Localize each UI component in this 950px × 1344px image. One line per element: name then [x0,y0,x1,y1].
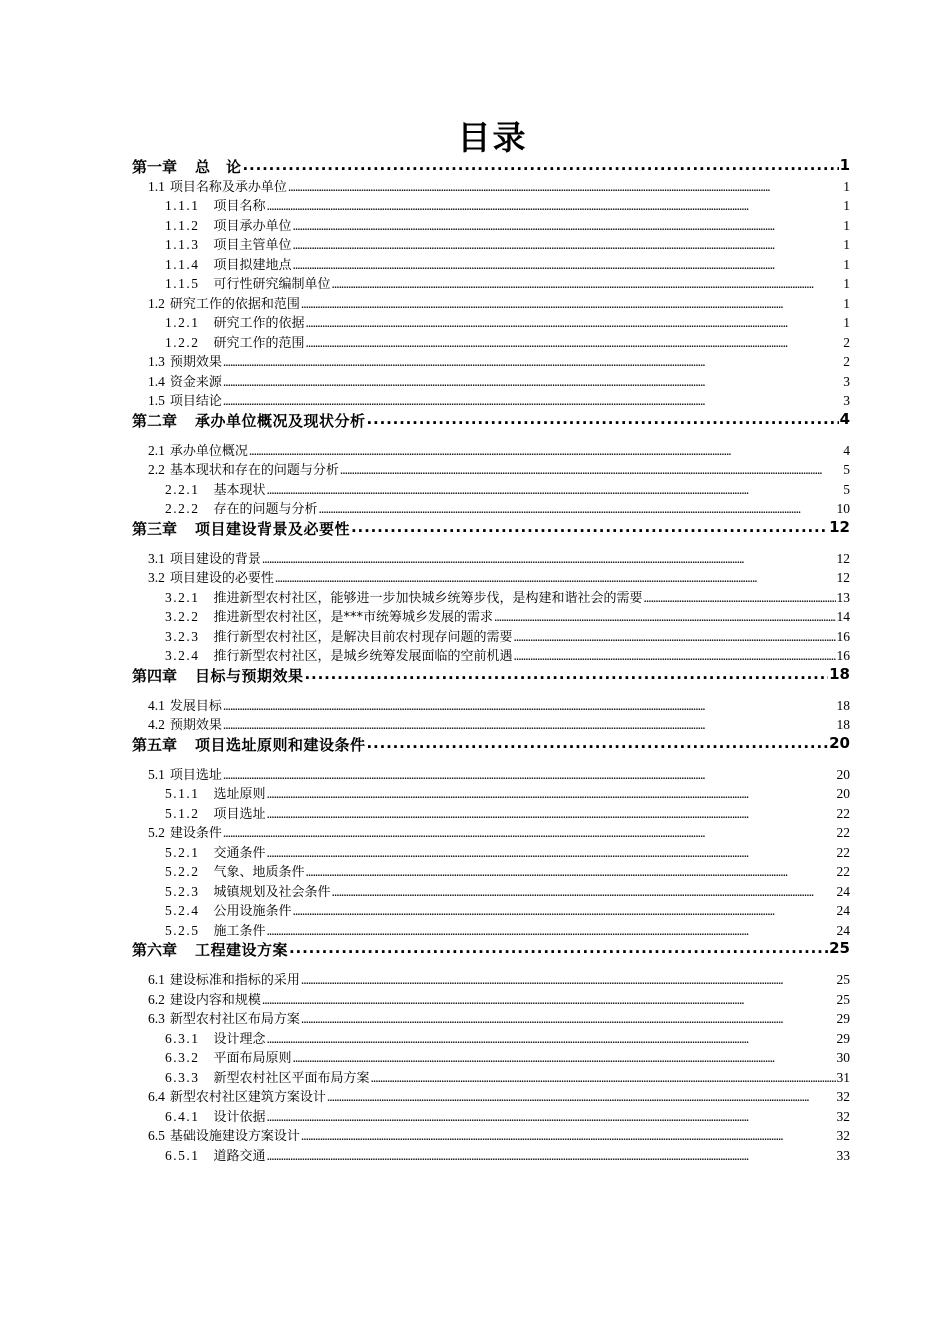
toc-subsection-entry[interactable] [132,1028,850,1048]
toc-subsection-entry[interactable] [132,1047,850,1067]
toc-entry-title: 项目选址 [169,767,222,783]
toc-entry-number: 1.1 [148,178,165,194]
toc-entry-label [148,1086,326,1105]
toc-section-entry[interactable] [132,1008,850,1028]
toc-entry-label [165,195,266,214]
toc-entry-number: 3.2.1 [165,589,200,605]
toc-section-entry[interactable] [132,176,850,196]
toc-page-number: 4 [843,442,850,458]
toc-entry-title: 项目建设的背景 [169,551,261,567]
toc-page-number: 3 [843,393,850,408]
toc-subsection-entry[interactable] [132,803,850,823]
toc-page-number: 1 [843,217,850,233]
toc-entry-label [165,587,643,606]
toc-subsection-entry[interactable] [132,1106,850,1126]
toc-section-entry[interactable] [132,1086,850,1106]
toc-entry-number: 6.3.1 [165,1030,200,1046]
dot-leader [301,1011,836,1027]
dot-leader [289,939,828,957]
dot-leader [371,1070,836,1086]
toc-entry-label [165,645,513,664]
toc-page-number: 20 [829,733,850,752]
toc-entry-title: 预期效果 [169,718,222,733]
dot-leader [494,609,835,625]
toc-subsection-entry[interactable] [132,234,850,254]
toc-page-number: 32 [836,1108,850,1124]
toc-entry-label [148,390,222,409]
dot-leader [367,410,839,428]
toc-entry-title: 公用设施条件 [213,904,292,919]
toc-section-entry[interactable] [132,548,850,568]
toc-section-entry[interactable] [132,969,850,989]
toc-page-number: 12 [829,517,850,536]
toc-page-number: 12 [836,570,850,585]
dot-leader [267,845,836,861]
toc-entry-number: 第六章 [132,941,178,959]
toc-page-number: 22 [836,864,850,879]
toc-entry-label [165,783,266,802]
toc-entry-label [165,881,331,900]
toc-page-number: 2 [843,354,850,369]
toc-subsection-entry[interactable] [132,479,850,499]
toc-entry-label [165,254,292,273]
toc-subsection-entry[interactable] [132,195,850,215]
toc-entry-number: 2.2.2 [165,501,200,516]
toc-entry-label [148,371,222,390]
toc-entry-number: 5.2.1 [165,844,200,860]
toc-entry-label [148,567,274,586]
toc-entry-label [165,606,493,625]
dot-leader [267,786,836,802]
toc-entry-title: 项目建设背景及必要性 [195,519,351,538]
toc-subsection-entry[interactable] [132,254,850,274]
toc-entry-label [132,665,304,686]
toc-entry-number: 3.1 [148,550,165,566]
toc-page-number: 18 [829,664,850,683]
toc-entry-title: 施工条件 [213,923,266,939]
toc-entry-number: 5.1.1 [165,786,200,801]
toc-entry-label [148,459,339,478]
toc-entry-label [148,351,222,370]
toc-entry-label [165,312,305,331]
toc-entry-number: 1.4 [148,373,165,389]
toc-subsection-entry[interactable] [132,645,850,665]
toc-page-number: 25 [836,972,850,987]
toc-page-number: 24 [836,922,850,938]
toc-entry-number: 3.2.4 [165,648,200,663]
dot-leader [223,393,842,409]
toc-page-number: 5 [843,481,850,497]
toc-entry-number: 1.1.3 [165,237,200,252]
toc-entry-number: 1.3 [148,354,165,369]
dot-leader [319,501,836,517]
toc-entry-number: 6.5 [148,1128,165,1143]
dot-leader [262,992,836,1008]
toc-entry-number: 第三章 [132,519,178,538]
toc-entry-number: 5.2.5 [165,922,200,938]
toc-entry-title: 基本现状 [213,482,266,498]
toc-subsection-entry[interactable] [132,861,850,881]
toc-entry-number: 第五章 [132,735,178,754]
toc-entry-label [132,939,288,960]
toc-page-number: 3 [843,373,850,389]
toc-entry-number: 5.2.3 [165,883,200,899]
toc-subsection-entry[interactable] [132,920,850,940]
toc-entry-title: 建设标准和指标的采用 [169,973,300,988]
toc-page-number: 1 [843,315,850,330]
dot-leader [223,698,836,714]
toc-entry-number: 6.3.2 [165,1050,200,1065]
toc-entry-label [148,714,222,733]
toc-entry-number: 5.2.2 [165,864,200,879]
toc-entry-title: 研究工作的范围 [213,335,305,351]
toc-entry-label [148,1125,300,1144]
toc-page-number: 32 [836,1128,850,1143]
toc-entry-number: 5.1.2 [165,805,200,821]
toc-subsection-entry[interactable] [132,842,850,862]
dot-leader [367,734,829,752]
dot-leader [301,972,836,988]
dot-leader [267,1148,836,1164]
toc-subsection-entry[interactable] [132,1145,850,1165]
toc-section-entry[interactable] [132,440,850,460]
toc-entry-number: 6.5.1 [165,1147,200,1163]
toc-entry-label [165,1067,370,1086]
toc-entry-title: 研究工作的依据 [213,316,305,331]
toc-entry-title: 基础设施建设方案设计 [169,1129,300,1144]
toc-page-number: 1 [843,256,850,272]
toc-subsection-entry[interactable] [132,273,850,293]
dot-leader [301,296,842,312]
table-of-contents [132,156,850,1164]
toc-entry-label [148,764,222,783]
toc-entry-number: 第二章 [132,411,178,430]
toc-entry-number: 4.1 [148,697,165,713]
toc-page-number: 16 [836,648,850,663]
toc-entry-title: 交通条件 [213,845,266,861]
toc-entry-number: 5.2 [148,825,165,840]
dot-leader [306,335,843,351]
toc-entry-title: 新型农村社区建筑方案设计 [169,1090,326,1105]
toc-page-number: 14 [836,609,850,624]
toc-page-number: 31 [836,1069,850,1085]
dot-leader [306,315,843,331]
toc-section-entry[interactable] [132,293,850,313]
toc-page-number: 1 [843,198,850,213]
dot-leader [243,156,839,174]
toc-entry-number: 第一章 [132,158,178,176]
toc-entry-title: 选址原则 [213,787,266,802]
toc-page-number: 22 [836,805,850,821]
toc-entry-title: 项目名称及承办单位 [169,179,287,195]
toc-entry-label [165,842,266,861]
toc-entry-title: 平面布局原则 [213,1051,292,1066]
dot-leader [223,767,836,783]
toc-entry-title: 建设条件 [169,826,222,841]
toc-entry-title: 项目主管单位 [213,238,292,253]
dot-leader [267,806,836,822]
toc-entry-number: 5.2.4 [165,903,200,918]
toc-entry-number: 6.2 [148,991,165,1007]
toc-entry-number: 第四章 [132,666,178,685]
toc-entry-label [132,518,350,539]
dot-leader [267,198,843,214]
toc-entry-title: 城镇规划及社会条件 [213,884,331,900]
toc-entry-title: 资金来源 [169,374,222,390]
toc-entry-title: 项目名称 [213,199,266,214]
toc-page-number: 1 [843,295,850,311]
toc-entry-title: 道路交通 [213,1148,266,1164]
toc-entry-title: 项目选址 [213,806,266,822]
toc-page-number: 29 [836,1011,850,1026]
toc-page-number: 29 [836,1030,850,1046]
toc-entry-number: 3.2.3 [165,628,200,644]
toc-page-number: 30 [836,1050,850,1065]
dot-leader [351,518,828,536]
toc-page-number: 24 [836,883,850,899]
dot-leader [223,717,836,733]
toc-entry-number: 1.2 [148,295,165,311]
toc-section-entry[interactable] [132,989,850,1009]
toc-entry-label [165,1145,266,1164]
toc-entry-number: 1.5 [148,393,165,408]
dot-leader [293,257,843,273]
toc-entry-number: 2.2 [148,462,165,477]
toc-section-entry[interactable] [132,371,850,391]
dot-leader [301,1128,836,1144]
toc-page-number: 5 [843,462,850,477]
toc-page-number: 2 [843,334,850,350]
dot-leader [327,1089,836,1105]
toc-entry-title: 可行性研究编制单位 [213,277,331,292]
toc-subsection-entry[interactable] [132,215,850,235]
toc-page-number: 13 [836,589,850,605]
toc-page-number: 25 [836,991,850,1007]
toc-entry-title: 项目拟建地点 [213,257,292,273]
toc-entry-label [165,1047,292,1066]
toc-entry-title: 新型农村社区平面布局方案 [213,1070,370,1086]
toc-entry-number: 1.1.1 [165,198,200,213]
toc-entry-title: 项目选址原则和建设条件 [195,735,366,754]
toc-section-entry[interactable] [132,390,850,410]
toc-page-number: 25 [829,939,850,957]
toc-entry-title: 发展目标 [169,698,222,714]
dot-leader [267,1031,836,1047]
toc-entry-label [148,440,248,459]
toc-page-number: 18 [836,717,850,732]
toc-entry-title: 目标与预期效果 [195,666,304,685]
toc-entry-number: 2.2.1 [165,481,200,497]
toc-page-number: 32 [836,1089,850,1104]
toc-title: 目录 [457,118,528,157]
toc-entry-label [165,1106,266,1125]
toc-entry-number: 6.4.1 [165,1108,200,1124]
toc-entry-number: 6.1 [148,972,165,987]
toc-entry-label [148,548,261,567]
toc-section-entry[interactable] [132,714,850,734]
toc-entry-title: 推进新型农村社区，是***市统筹城乡发展的需求 [213,610,494,625]
dot-leader [267,923,836,939]
toc-chapter-entry[interactable] [132,410,850,440]
toc-entry-label [165,861,305,880]
dot-leader [262,551,836,567]
toc-entry-title: 气象、地质条件 [213,865,305,880]
toc-entry-number: 5.1 [148,766,165,782]
toc-entry-label [165,1028,266,1047]
toc-entry-number: 1.2.1 [165,315,200,330]
toc-entry-label [148,176,287,195]
toc-entry-number: 3.2 [148,570,165,585]
toc-chapter-entry[interactable] [132,156,850,176]
toc-entry-title: 项目结论 [169,394,222,409]
toc-entry-title: 项目建设的必要性 [169,571,274,586]
toc-entry-title: 总 论 [195,158,242,176]
toc-subsection-entry[interactable] [132,900,850,920]
toc-entry-label [165,498,318,517]
toc-entry-title: 推进新型农村社区，能够进一步加快城乡统筹步伐，是构建和谐社会的需要 [213,590,643,606]
toc-entry-label [148,969,300,988]
toc-page-number: 20 [836,766,850,782]
toc-section-entry[interactable] [132,1125,850,1145]
toc-page-number: 33 [836,1147,850,1163]
toc-subsection-entry[interactable] [132,606,850,626]
toc-entry-number: 1.2.2 [165,334,200,350]
toc-entry-title: 项目承办单位 [213,218,292,234]
toc-page-number: 1 [843,276,850,291]
dot-leader [293,218,843,234]
dot-leader [223,374,842,390]
toc-entry-number: 4.2 [148,717,165,732]
dot-leader [305,665,829,683]
dot-leader [293,237,843,253]
dot-leader [267,1109,836,1125]
dot-leader [514,648,836,664]
dot-leader [332,276,843,292]
dot-leader [306,864,836,880]
toc-entry-label [132,410,366,431]
toc-entry-label [148,989,261,1008]
toc-page-number: 10 [836,501,850,516]
toc-page-number: 18 [836,697,850,713]
toc-entry-label [165,273,331,292]
toc-entry-number: 1.1.4 [165,256,200,272]
toc-subsection-entry[interactable] [132,332,850,352]
toc-entry-label [132,734,366,755]
toc-entry-label [165,920,266,939]
toc-entry-title: 基本现状和存在的问题与分析 [169,463,339,478]
toc-entry-number: 2.1 [148,442,165,458]
toc-entry-label [165,900,292,919]
toc-subsection-entry[interactable] [132,498,850,518]
toc-page-number: 4 [839,409,850,428]
toc-entry-title: 推行新型农村社区，是城乡统筹发展面临的空前机遇 [213,649,513,664]
toc-entry-label [165,479,266,498]
toc-entry-title: 设计依据 [213,1109,266,1125]
toc-entry-number: 6.4 [148,1089,165,1104]
toc-page-number: 22 [836,844,850,860]
toc-entry-title: 设计理念 [213,1031,266,1047]
dot-leader [332,884,836,900]
toc-entry-title: 承办单位概况 [169,443,248,459]
toc-section-entry[interactable] [132,695,850,715]
toc-page-number: 1 [843,178,850,194]
toc-section-entry[interactable] [132,822,850,842]
toc-section-entry[interactable] [132,764,850,784]
dot-leader [293,903,836,919]
toc-page-number: 20 [836,786,850,801]
toc-page-number: 12 [836,550,850,566]
toc-entry-title: 预期效果 [169,355,222,370]
toc-entry-label [165,626,513,645]
toc-subsection-entry[interactable] [132,783,850,803]
dot-leader [249,443,842,459]
dot-leader [514,629,836,645]
toc-entry-title: 建设内容和规模 [169,992,261,1008]
toc-entry-title: 工程建设方案 [195,941,289,959]
toc-chapter-entry[interactable] [132,734,850,764]
toc-entry-label [148,1008,300,1027]
toc-entry-number: 1.1.5 [165,276,200,291]
toc-section-entry[interactable] [132,351,850,371]
dot-leader [267,482,843,498]
toc-subsection-entry[interactable] [132,1067,850,1087]
toc-entry-number: 1.1.2 [165,217,200,233]
dot-leader [288,179,842,195]
toc-chapter-entry[interactable] [132,518,850,548]
toc-entry-title: 新型农村社区布局方案 [169,1012,300,1027]
toc-chapter-entry[interactable] [132,939,850,969]
dot-leader [293,1050,836,1066]
toc-section-entry[interactable] [132,459,850,479]
toc-page-number: 1 [843,237,850,252]
toc-entry-label [148,293,300,312]
toc-section-entry[interactable] [132,567,850,587]
toc-entry-title: 承办单位概况及现状分析 [195,411,366,430]
toc-page-number: 16 [836,628,850,644]
toc-entry-label [148,695,222,714]
toc-entry-label [165,803,266,822]
toc-subsection-entry[interactable] [132,881,850,901]
toc-subsection-entry[interactable] [132,626,850,646]
toc-page-number: 1 [839,156,850,174]
toc-entry-number: 6.3 [148,1011,165,1026]
dot-leader [223,825,836,841]
dot-leader [223,354,842,370]
toc-page-number: 22 [836,825,850,840]
toc-entry-label [165,215,292,234]
toc-entry-number: 6.3.3 [165,1069,200,1085]
toc-entry-label [165,332,305,351]
toc-entry-title: 推行新型农村社区，是解决目前农村现存问题的需要 [213,629,513,645]
toc-subsection-entry[interactable] [132,312,850,332]
toc-subsection-entry[interactable] [132,587,850,607]
dot-leader [644,590,836,606]
dot-leader [340,462,842,478]
toc-entry-label [132,156,242,177]
toc-entry-title: 研究工作的依据和范围 [169,296,300,312]
toc-entry-label [148,822,222,841]
toc-entry-number: 3.2.2 [165,609,200,624]
toc-entry-label [165,234,292,253]
dot-leader [275,570,836,586]
toc-chapter-entry[interactable] [132,665,850,695]
toc-page-number: 24 [836,903,850,918]
toc-entry-title: 存在的问题与分析 [213,502,318,517]
